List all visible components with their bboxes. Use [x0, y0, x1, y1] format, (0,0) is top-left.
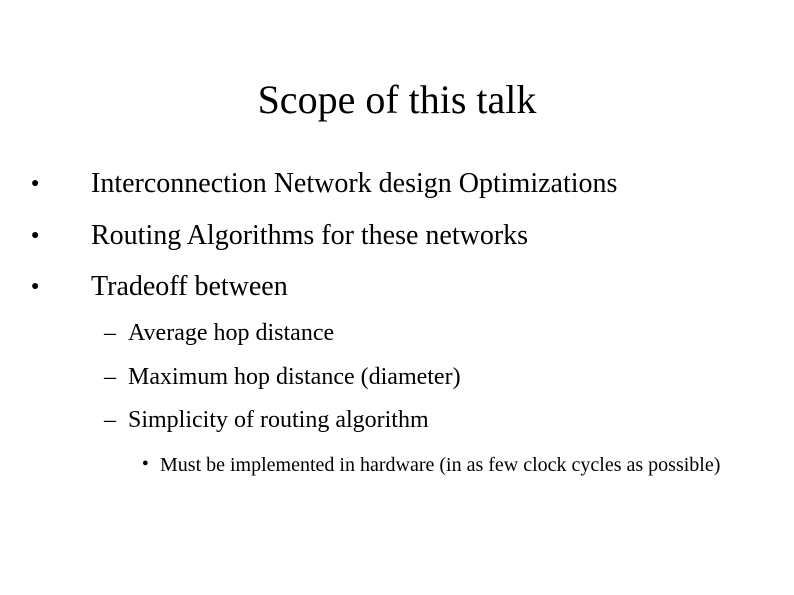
- bullet-text: Interconnection Network design Optimizations: [91, 168, 618, 199]
- bullet-dot-icon: ●: [31, 279, 40, 294]
- sub-bullet-text: Average hop distance: [128, 320, 335, 346]
- dash-icon: –: [104, 320, 116, 346]
- bullet-text: Routing Algorithms for these networks: [91, 220, 529, 251]
- sub-bullet-text: Simplicity of routing algorithm: [128, 407, 429, 433]
- bullet-dot-icon: ●: [31, 176, 40, 191]
- sub-bullet-text: Maximum hop distance (diameter): [128, 364, 461, 390]
- dash-icon: –: [104, 407, 116, 433]
- dash-icon: –: [104, 364, 116, 390]
- sub-sub-bullet-text: Must be implemented in hardware (in as few clock cycles as possible): [160, 454, 721, 476]
- slide-title: Scope of this talk: [257, 77, 537, 122]
- bullet-dot-icon: ●: [142, 457, 149, 469]
- bullet-dot-icon: ●: [31, 228, 40, 243]
- bullet-text: Tradeoff between: [91, 271, 288, 302]
- sub-sub-bullet-hardware: [142, 450, 732, 480]
